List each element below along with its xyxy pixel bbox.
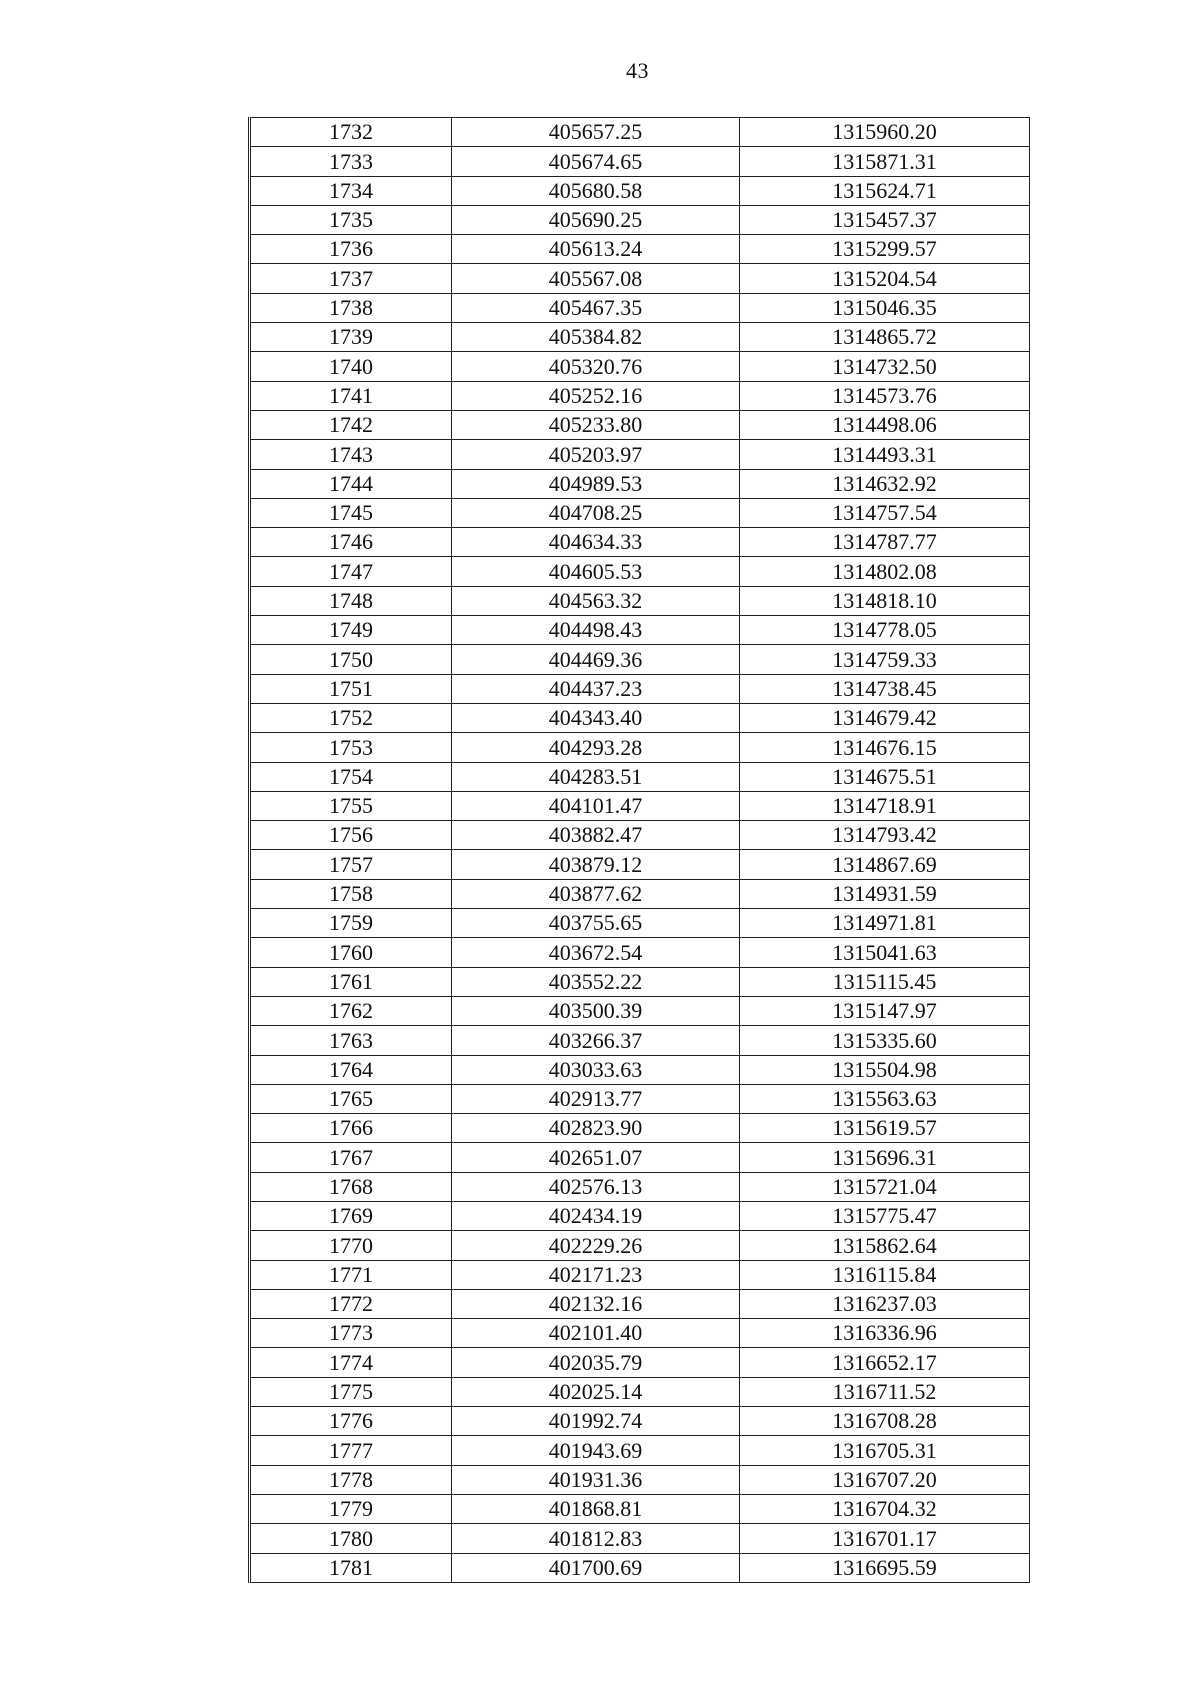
- table-row: [250, 1260, 1030, 1289]
- point-number-cell: 1765: [250, 1084, 452, 1113]
- x-coordinate-cell: 405657.25: [452, 118, 740, 147]
- y-coordinate-cell: 1315115.45: [740, 967, 1030, 996]
- y-coordinate-cell: 1315619.57: [740, 1114, 1030, 1143]
- x-coordinate-cell: 404343.40: [452, 703, 740, 732]
- table-row: [250, 264, 1030, 293]
- x-coordinate-cell: 402651.07: [452, 1143, 740, 1172]
- x-coordinate-cell: 402576.13: [452, 1172, 740, 1201]
- x-coordinate-cell: 405252.16: [452, 381, 740, 410]
- x-coordinate-cell: 404283.51: [452, 762, 740, 791]
- y-coordinate-cell: 1315046.35: [740, 293, 1030, 322]
- y-coordinate-cell: 1315504.98: [740, 1055, 1030, 1084]
- x-coordinate-cell: 405233.80: [452, 410, 740, 439]
- y-coordinate-cell: 1316707.20: [740, 1465, 1030, 1494]
- x-coordinate-cell: 405384.82: [452, 323, 740, 352]
- point-number-cell: 1739: [250, 323, 452, 352]
- x-coordinate-cell: 401868.81: [452, 1494, 740, 1523]
- y-coordinate-cell: 1315960.20: [740, 118, 1030, 147]
- point-number-cell: 1778: [250, 1465, 452, 1494]
- table-row: [250, 733, 1030, 762]
- table-row: [250, 821, 1030, 850]
- y-coordinate-cell: 1315862.64: [740, 1231, 1030, 1260]
- y-coordinate-cell: 1314867.69: [740, 850, 1030, 879]
- y-coordinate-cell: 1314676.15: [740, 733, 1030, 762]
- point-number-cell: 1771: [250, 1260, 452, 1289]
- y-coordinate-cell: 1314718.91: [740, 791, 1030, 820]
- table-row: [250, 616, 1030, 645]
- table-row: [250, 1553, 1030, 1582]
- y-coordinate-cell: 1314971.81: [740, 909, 1030, 938]
- table-row: [250, 1465, 1030, 1494]
- point-number-cell: 1740: [250, 352, 452, 381]
- table-row: [250, 410, 1030, 439]
- table-row: [250, 645, 1030, 674]
- point-number-cell: 1743: [250, 440, 452, 469]
- x-coordinate-cell: 401700.69: [452, 1553, 740, 1582]
- x-coordinate-cell: 402434.19: [452, 1201, 740, 1230]
- y-coordinate-cell: 1314931.59: [740, 879, 1030, 908]
- point-number-cell: 1781: [250, 1553, 452, 1582]
- table-row: [250, 528, 1030, 557]
- table-row: [250, 381, 1030, 410]
- point-number-cell: 1760: [250, 938, 452, 967]
- table-row: [250, 938, 1030, 967]
- x-coordinate-cell: 405613.24: [452, 235, 740, 264]
- point-number-cell: 1766: [250, 1114, 452, 1143]
- point-number-cell: 1746: [250, 528, 452, 557]
- point-number-cell: 1748: [250, 586, 452, 615]
- point-number-cell: 1732: [250, 118, 452, 147]
- point-number-cell: 1768: [250, 1172, 452, 1201]
- x-coordinate-cell: 401931.36: [452, 1465, 740, 1494]
- x-coordinate-cell: 403552.22: [452, 967, 740, 996]
- x-coordinate-cell: 403755.65: [452, 909, 740, 938]
- point-number-cell: 1750: [250, 645, 452, 674]
- y-coordinate-cell: 1314757.54: [740, 498, 1030, 527]
- x-coordinate-cell: 402025.14: [452, 1377, 740, 1406]
- table-row: [250, 762, 1030, 791]
- x-coordinate-cell: 405680.58: [452, 176, 740, 205]
- point-number-cell: 1775: [250, 1377, 452, 1406]
- point-number-cell: 1777: [250, 1436, 452, 1465]
- x-coordinate-cell: 403672.54: [452, 938, 740, 967]
- point-number-cell: 1763: [250, 1026, 452, 1055]
- y-coordinate-cell: 1315457.37: [740, 205, 1030, 234]
- table-row: [250, 1436, 1030, 1465]
- y-coordinate-cell: 1315696.31: [740, 1143, 1030, 1172]
- y-coordinate-cell: 1314865.72: [740, 323, 1030, 352]
- x-coordinate-cell: 405467.35: [452, 293, 740, 322]
- point-number-cell: 1759: [250, 909, 452, 938]
- y-coordinate-cell: 1316652.17: [740, 1348, 1030, 1377]
- point-number-cell: 1758: [250, 879, 452, 908]
- point-number-cell: 1773: [250, 1319, 452, 1348]
- y-coordinate-cell: 1316237.03: [740, 1289, 1030, 1318]
- y-coordinate-cell: 1314679.42: [740, 703, 1030, 732]
- point-number-cell: 1764: [250, 1055, 452, 1084]
- y-coordinate-cell: 1315041.63: [740, 938, 1030, 967]
- x-coordinate-cell: 405320.76: [452, 352, 740, 381]
- x-coordinate-cell: 404101.47: [452, 791, 740, 820]
- table-row: [250, 1084, 1030, 1113]
- coordinates-table-body: [250, 118, 1030, 1583]
- point-number-cell: 1756: [250, 821, 452, 850]
- table-row: [250, 1524, 1030, 1553]
- x-coordinate-cell: 403500.39: [452, 996, 740, 1025]
- table-row: [250, 703, 1030, 732]
- table-row: [250, 1319, 1030, 1348]
- x-coordinate-cell: 403879.12: [452, 850, 740, 879]
- y-coordinate-cell: 1316695.59: [740, 1553, 1030, 1582]
- x-coordinate-cell: 404989.53: [452, 469, 740, 498]
- y-coordinate-cell: 1316711.52: [740, 1377, 1030, 1406]
- table-row: [250, 586, 1030, 615]
- y-coordinate-cell: 1314759.33: [740, 645, 1030, 674]
- table-row: [250, 235, 1030, 264]
- x-coordinate-cell: 404469.36: [452, 645, 740, 674]
- point-number-cell: 1747: [250, 557, 452, 586]
- x-coordinate-cell: 402913.77: [452, 1084, 740, 1113]
- point-number-cell: 1752: [250, 703, 452, 732]
- y-coordinate-cell: 1314632.92: [740, 469, 1030, 498]
- y-coordinate-cell: 1314732.50: [740, 352, 1030, 381]
- y-coordinate-cell: 1316336.96: [740, 1319, 1030, 1348]
- y-coordinate-cell: 1316705.31: [740, 1436, 1030, 1465]
- table-row: [250, 205, 1030, 234]
- point-number-cell: 1736: [250, 235, 452, 264]
- table-row: [250, 352, 1030, 381]
- y-coordinate-cell: 1314675.51: [740, 762, 1030, 791]
- table-row: [250, 293, 1030, 322]
- y-coordinate-cell: 1314498.06: [740, 410, 1030, 439]
- point-number-cell: 1757: [250, 850, 452, 879]
- table-row: [250, 1494, 1030, 1523]
- table-row: [250, 498, 1030, 527]
- y-coordinate-cell: 1315335.60: [740, 1026, 1030, 1055]
- point-number-cell: 1737: [250, 264, 452, 293]
- y-coordinate-cell: 1316708.28: [740, 1407, 1030, 1436]
- table-row: [250, 850, 1030, 879]
- table-row: [250, 1348, 1030, 1377]
- x-coordinate-cell: 404498.43: [452, 616, 740, 645]
- x-coordinate-cell: 404605.53: [452, 557, 740, 586]
- x-coordinate-cell: 402132.16: [452, 1289, 740, 1318]
- point-number-cell: 1749: [250, 616, 452, 645]
- y-coordinate-cell: 1315147.97: [740, 996, 1030, 1025]
- table-row: [250, 147, 1030, 176]
- x-coordinate-cell: 402171.23: [452, 1260, 740, 1289]
- table-row: [250, 469, 1030, 498]
- table-row: [250, 1026, 1030, 1055]
- table-row: [250, 176, 1030, 205]
- point-number-cell: 1780: [250, 1524, 452, 1553]
- y-coordinate-cell: 1315204.54: [740, 264, 1030, 293]
- table-row: [250, 996, 1030, 1025]
- table-row: [250, 1231, 1030, 1260]
- x-coordinate-cell: 405690.25: [452, 205, 740, 234]
- x-coordinate-cell: 402101.40: [452, 1319, 740, 1348]
- table-row: [250, 909, 1030, 938]
- x-coordinate-cell: 401943.69: [452, 1436, 740, 1465]
- table-row: [250, 440, 1030, 469]
- table-row: [250, 674, 1030, 703]
- table-row: [250, 1201, 1030, 1230]
- y-coordinate-cell: 1314493.31: [740, 440, 1030, 469]
- point-number-cell: 1772: [250, 1289, 452, 1318]
- point-number-cell: 1754: [250, 762, 452, 791]
- point-number-cell: 1769: [250, 1201, 452, 1230]
- table-row: [250, 1289, 1030, 1318]
- x-coordinate-cell: 402035.79: [452, 1348, 740, 1377]
- table-row: [250, 1377, 1030, 1406]
- point-number-cell: 1733: [250, 147, 452, 176]
- y-coordinate-cell: 1314802.08: [740, 557, 1030, 586]
- point-number-cell: 1755: [250, 791, 452, 820]
- table-row: [250, 879, 1030, 908]
- coordinates-table-container: [248, 117, 1028, 1583]
- page-number: 43: [626, 58, 649, 83]
- y-coordinate-cell: 1316701.17: [740, 1524, 1030, 1553]
- x-coordinate-cell: 401812.83: [452, 1524, 740, 1553]
- point-number-cell: 1735: [250, 205, 452, 234]
- y-coordinate-cell: 1314793.42: [740, 821, 1030, 850]
- x-coordinate-cell: 402823.90: [452, 1114, 740, 1143]
- point-number-cell: 1774: [250, 1348, 452, 1377]
- x-coordinate-cell: 405203.97: [452, 440, 740, 469]
- x-coordinate-cell: 403882.47: [452, 821, 740, 850]
- point-number-cell: 1779: [250, 1494, 452, 1523]
- point-number-cell: 1745: [250, 498, 452, 527]
- y-coordinate-cell: 1314738.45: [740, 674, 1030, 703]
- y-coordinate-cell: 1314787.77: [740, 528, 1030, 557]
- point-number-cell: 1741: [250, 381, 452, 410]
- table-row: [250, 118, 1030, 147]
- x-coordinate-cell: 401992.74: [452, 1407, 740, 1436]
- x-coordinate-cell: 404708.25: [452, 498, 740, 527]
- x-coordinate-cell: 405674.65: [452, 147, 740, 176]
- y-coordinate-cell: 1315563.63: [740, 1084, 1030, 1113]
- x-coordinate-cell: 404563.32: [452, 586, 740, 615]
- x-coordinate-cell: 404437.23: [452, 674, 740, 703]
- point-number-cell: 1738: [250, 293, 452, 322]
- y-coordinate-cell: 1314778.05: [740, 616, 1030, 645]
- table-row: [250, 1407, 1030, 1436]
- table-row: [250, 557, 1030, 586]
- coordinates-table: [248, 117, 1030, 1583]
- x-coordinate-cell: 402229.26: [452, 1231, 740, 1260]
- x-coordinate-cell: 404634.33: [452, 528, 740, 557]
- y-coordinate-cell: 1315775.47: [740, 1201, 1030, 1230]
- table-row: [250, 967, 1030, 996]
- point-number-cell: 1767: [250, 1143, 452, 1172]
- table-row: [250, 1055, 1030, 1084]
- y-coordinate-cell: 1315721.04: [740, 1172, 1030, 1201]
- y-coordinate-cell: 1314818.10: [740, 586, 1030, 615]
- point-number-cell: 1762: [250, 996, 452, 1025]
- x-coordinate-cell: 403033.63: [452, 1055, 740, 1084]
- point-number-cell: 1776: [250, 1407, 452, 1436]
- table-row: [250, 1143, 1030, 1172]
- point-number-cell: 1751: [250, 674, 452, 703]
- y-coordinate-cell: 1315871.31: [740, 147, 1030, 176]
- point-number-cell: 1761: [250, 967, 452, 996]
- x-coordinate-cell: 403877.62: [452, 879, 740, 908]
- table-row: [250, 791, 1030, 820]
- point-number-cell: 1770: [250, 1231, 452, 1260]
- point-number-cell: 1744: [250, 469, 452, 498]
- point-number-cell: 1742: [250, 410, 452, 439]
- point-number-cell: 1753: [250, 733, 452, 762]
- y-coordinate-cell: 1316115.84: [740, 1260, 1030, 1289]
- table-row: [250, 1172, 1030, 1201]
- y-coordinate-cell: 1314573.76: [740, 381, 1030, 410]
- x-coordinate-cell: 405567.08: [452, 264, 740, 293]
- table-row: [250, 1114, 1030, 1143]
- point-number-cell: 1734: [250, 176, 452, 205]
- x-coordinate-cell: 403266.37: [452, 1026, 740, 1055]
- y-coordinate-cell: 1315624.71: [740, 176, 1030, 205]
- y-coordinate-cell: 1316704.32: [740, 1494, 1030, 1523]
- x-coordinate-cell: 404293.28: [452, 733, 740, 762]
- y-coordinate-cell: 1315299.57: [740, 235, 1030, 264]
- table-row: [250, 323, 1030, 352]
